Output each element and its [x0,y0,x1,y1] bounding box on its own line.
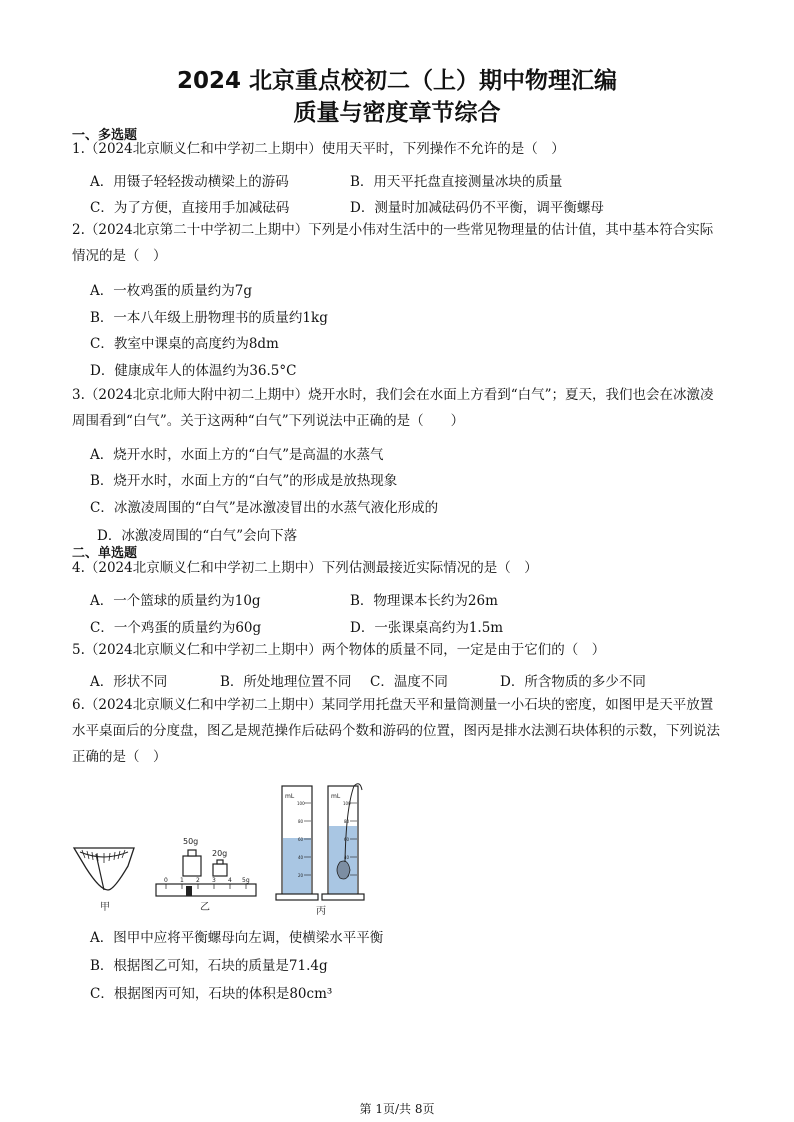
cylinder-right-tick-80: 80 [344,819,350,824]
question-4-option-b: B．物理课本长约为26m [350,593,498,609]
question-2-option-d: D．健康成年人的体温约为36.5°C [90,363,297,379]
dial-plate-figure [74,848,134,913]
cylinder-unit-label-left: mL [285,793,295,800]
weights-and-ruler-figure [156,837,256,913]
question-5-option-c: C．温度不同 [370,674,448,690]
graduated-cylinders-figure [276,784,364,917]
question-1-option-a: A．用镊子轻轻拨动横梁上的游码 [90,174,289,190]
figure-label-bing: 丙 [316,906,326,917]
section-heading-multiple-choice: 一、多选题 [72,128,138,143]
question-4-option-d: D．一张课桌高约为1.5m [350,620,504,636]
question-3-option-a: A．烧开水时，水面上方的“白气”是高温的水蒸气 [90,447,384,463]
ruler-tick-5: 5g [242,877,250,884]
cylinder-left-tick-100: 100 [297,801,305,806]
weight-label-20g: 20g [212,849,228,858]
question-3-option-c: C．冰激凌周围的“白气”是冰激凌冒出的水蒸气液化形成的 [90,500,439,516]
question-1-option-d: D．测量时加减砝码仍不平衡，调平衡螺母 [350,200,604,216]
ruler-tick-2: 2 [196,877,200,884]
question-6-option-a: A．图甲中应将平衡螺母向左调，使横梁水平平衡 [90,930,384,946]
cylinder-unit-label-right: mL [331,793,341,800]
page-footer: 第 1页/共 8页 [359,1102,435,1116]
question-5-option-b: B．所处地理位置不同 [220,674,352,690]
question-3-option-b: B．烧开水时，水面上方的“白气”的形成是放热现象 [90,473,398,489]
ruler-tick-1: 1 [180,877,184,884]
figure-label-jia: 甲 [100,902,110,913]
section-heading-single-choice: 二、单选题 [72,546,138,561]
cylinder-right-tick-40: 40 [344,855,350,860]
cylinder-right-tick-60: 60 [344,837,350,842]
ruler-tick-0: 0 [164,877,168,884]
question-1-option-c: C．为了方便，直接用手加减砝码 [90,200,290,216]
question-2-option-b: B．一本八年级上册物理书的质量约1kg [90,310,328,326]
weight-label-50g: 50g [183,837,199,846]
question-5-option-d: D．所含物质的多少不同 [500,674,646,690]
cylinder-left-tick-20: 20 [298,873,304,878]
question-5-option-a: A．形状不同 [90,674,168,690]
question-2-option-a: A．一枚鸡蛋的质量约为7g [90,283,252,299]
question-6-option-b: B．根据图乙可知，石块的质量是71.4g [90,958,328,974]
question-4-option-a: A．一个篮球的质量约为10g [90,593,261,609]
page-title: 2024 北京重点校初二（上）期中物理汇编 [176,68,618,94]
question-1-stem: 1.（2024北京顺义仁和中学初二上期中）使用天平时，下列操作不允许的是（ ） [72,141,565,157]
question-4-option-c: C．一个鸡蛋的质量约为60g [90,620,262,636]
ruler-tick-4: 4 [228,877,232,884]
cylinder-left-tick-80: 80 [298,819,304,824]
figure-label-yi: 乙 [200,902,210,913]
page-subtitle: 质量与密度章节综合 [293,100,501,126]
cylinder-left-tick-60: 60 [298,837,304,842]
question-4-stem: 4.（2024北京顺义仁和中学初二上期中）下列估测最接近实际情况的是（ ） [72,560,538,576]
question-6-option-c: C．根据图丙可知，石块的体积是80cm³ [90,986,333,1002]
question-6-stem: 6.（2024北京顺义仁和中学初二上期中）某同学用托盘天平和量筒测量一小石块的密度，如图甲是天平放置水平桌面后的分度盘，图乙是规范操作后砝码个数和游码的位置，图丙是排水法测石块体积的示数，下列说法正确的是（ ） [72,697,720,765]
question-5-stem: 5.（2024北京顺义仁和中学初二上期中）两个物体的质量不同，一定是由于它们的（ ） [72,642,606,658]
question-3-stem: 3.（2024北京北师大附中初二上期中）烧开水时，我们会在水面上方看到“白气”；夏天，我们也会在冰激凌周围看到“白气”。关于这两种“白气”下列说法中正确的是（ ） [72,387,714,429]
question-3-option-d: D．冰激凌周围的“白气”会向下落 [97,528,298,544]
question-6-figure [70,778,390,918]
question-2-option-c: C．教室中课桌的高度约为8dm [90,336,279,352]
cylinder-right-tick-100: 100 [343,801,351,806]
ruler-tick-3: 3 [212,877,216,884]
cylinder-left-tick-40: 40 [298,855,304,860]
question-1-option-b: B．用天平托盘直接测量冰块的质量 [350,174,563,190]
question-2-stem: 2.（2024北京第二十中学初二上期中）下列是小伟对生活中的一些常见物理量的估计值，其中基本符合实际情况的是（ ） [72,222,714,264]
